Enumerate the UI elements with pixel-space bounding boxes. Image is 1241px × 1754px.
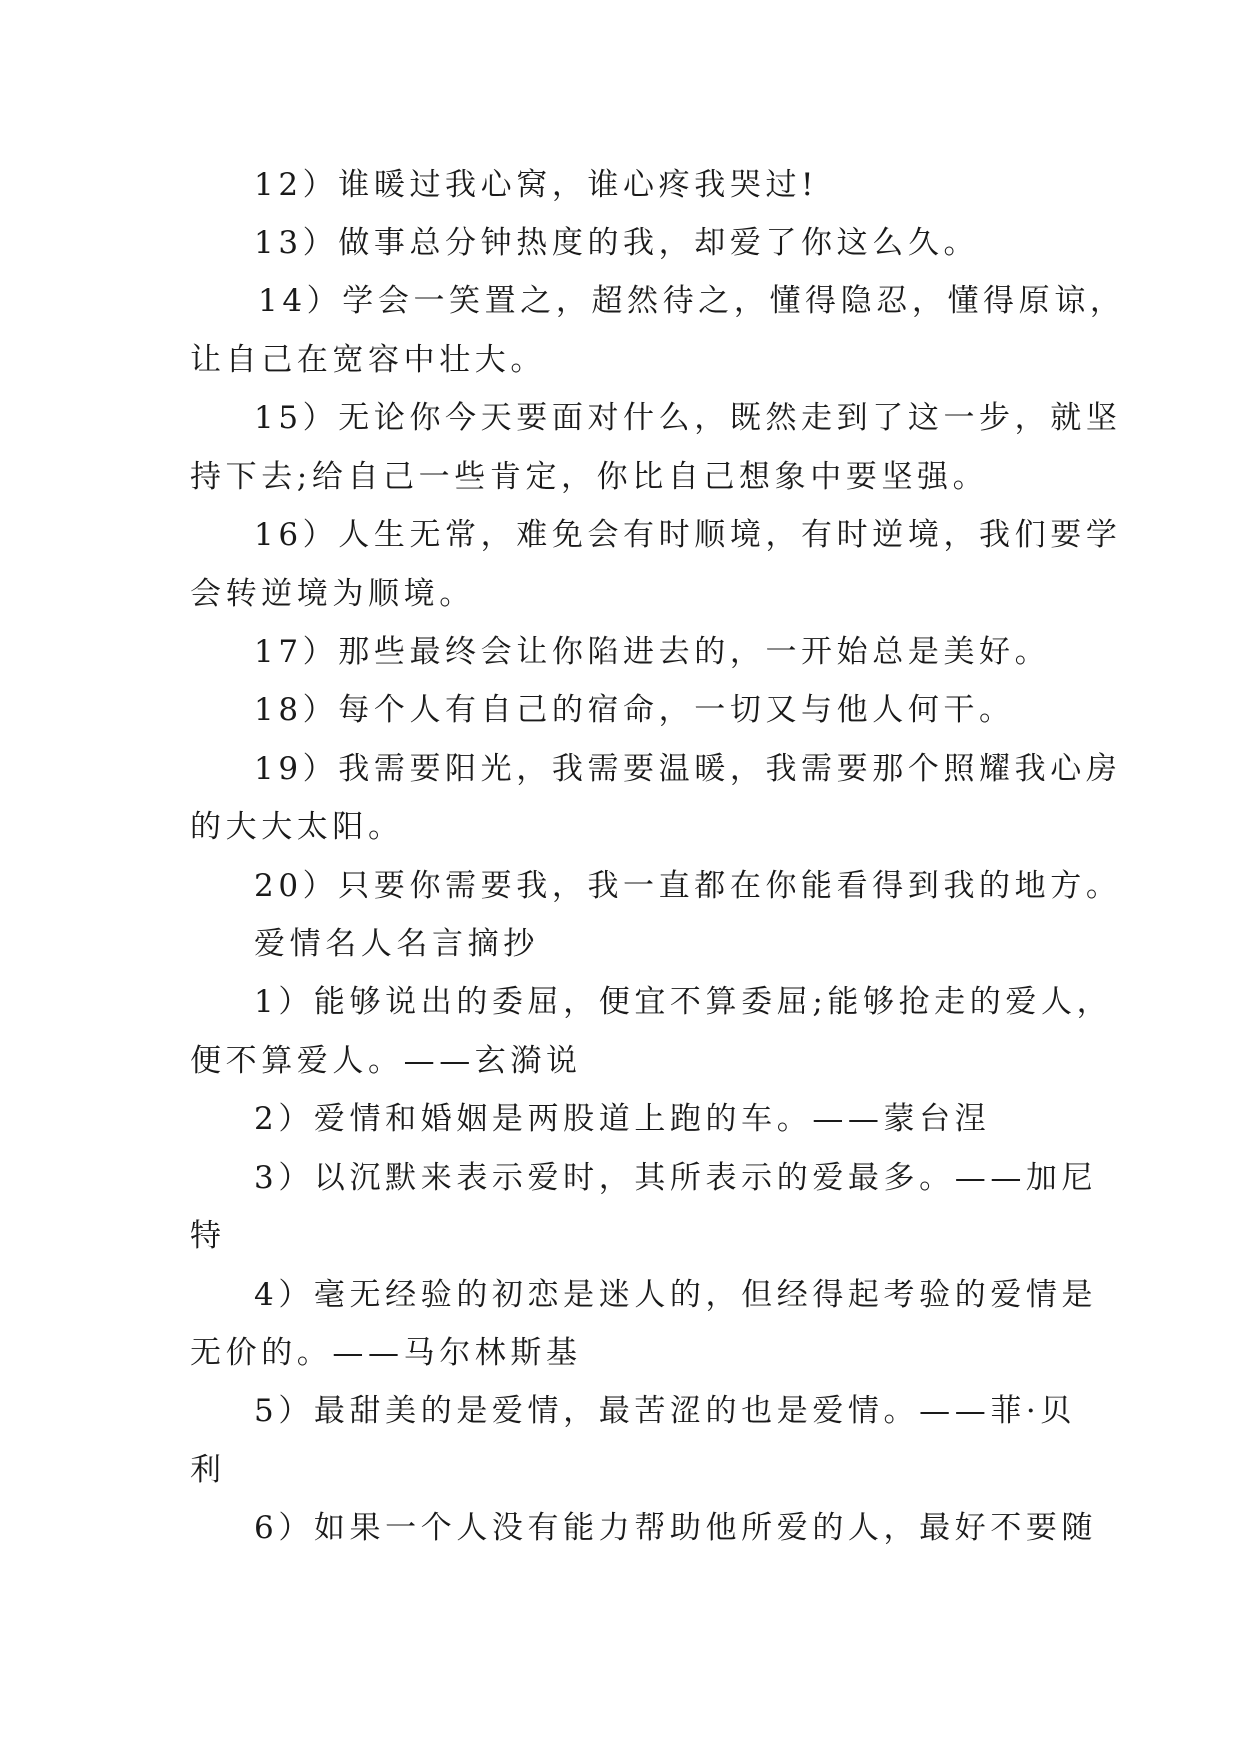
text-line: 15）无论你今天要面对什么，既然走到了这一步，就坚 xyxy=(254,400,1122,436)
text-line: 20）只要你需要我，我一直都在你能看得到我的地方。 xyxy=(254,868,1122,904)
text-line: 利 xyxy=(190,1452,226,1488)
text-line: 特 xyxy=(190,1218,226,1254)
text-line: 3）以沉默来表示爱时，其所表示的爱最多。——加尼 xyxy=(254,1160,1098,1196)
text-line: 13）做事总分钟热度的我，却爱了你这么久。 xyxy=(254,225,980,261)
text-line: 19）我需要阳光，我需要温暖，我需要那个照耀我心房 xyxy=(254,751,1122,787)
text-line: 1）能够说出的委屈，便宜不算委屈;能够抢走的爱人， xyxy=(254,984,1113,1020)
text-line: 便不算爱人。——玄漪说 xyxy=(190,1043,582,1079)
text-line: 会转逆境为顺境。 xyxy=(190,576,475,612)
text-line: 无价的。——马尔林斯基 xyxy=(190,1335,582,1371)
text-line: 12）谁暖过我心窝，谁心疼我哭过! xyxy=(254,167,819,203)
text-line: 持下去;给自己一些肯定，你比自己想象中要坚强。 xyxy=(190,459,989,495)
section-heading: 爱情名人名言摘抄 xyxy=(254,926,539,962)
text-line: 18）每个人有自己的宿命，一切又与他人何干。 xyxy=(254,692,1015,728)
text-line: 14）学会一笑置之，超然待之，懂得隐忍，懂得原谅， xyxy=(258,283,1126,319)
text-line: 4）毫无经验的初恋是迷人的，但经得起考验的爱情是 xyxy=(254,1277,1098,1313)
text-line: 6）如果一个人没有能力帮助他所爱的人，最好不要随 xyxy=(254,1510,1098,1546)
text-line: 让自己在宽容中壮大。 xyxy=(190,342,546,378)
text-line: 2）爱情和婚姻是两股道上跑的车。——蒙台涅 xyxy=(254,1101,991,1137)
text-line: 的大大太阳。 xyxy=(190,809,404,845)
text-line: 5）最甜美的是爱情，最苦涩的也是爱情。——菲·贝 xyxy=(254,1393,1076,1429)
text-line: 17）那些最终会让你陷进去的，一开始总是美好。 xyxy=(254,634,1051,670)
text-line: 16）人生无常，难免会有时顺境，有时逆境，我们要学 xyxy=(254,517,1122,553)
